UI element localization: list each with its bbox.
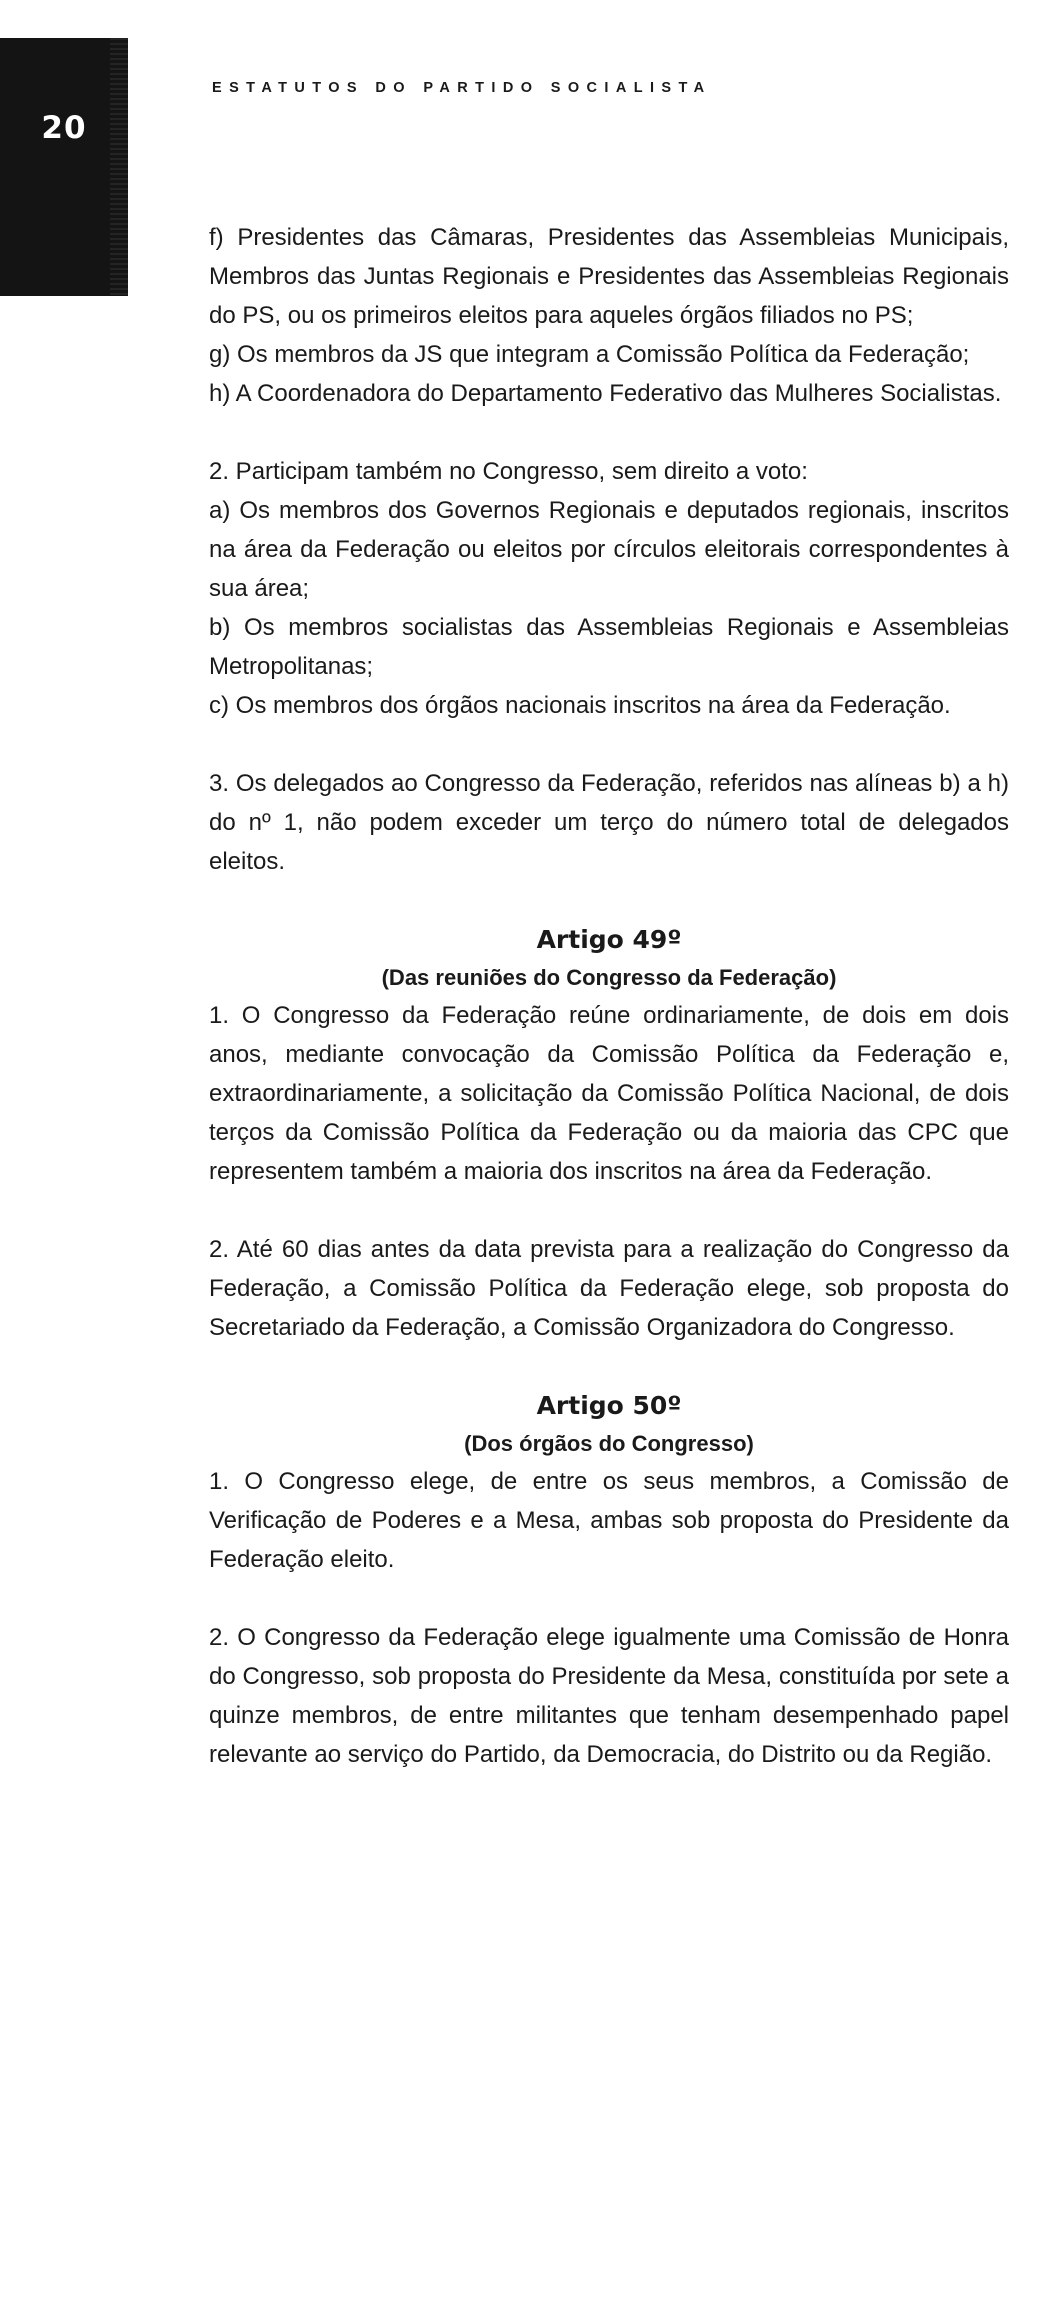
document-body bbox=[209, 218, 1009, 1774]
article-50-paragraph-1: 1. O Congresso elege, de entre os seus membros, a Comissão de Verificação de Poderes e a Mesa, ambas sob proposta do Presidente da Federação eleito. bbox=[209, 1468, 1009, 1573]
spacer bbox=[209, 881, 1009, 920]
paragraph-2b: b) Os membros socialistas das Assembleias Regionais e Assembleias Metropolitanas; bbox=[209, 614, 1009, 680]
article-50-paragraph-2: 2. O Congresso da Federação elege igualmente uma Comissão de Honra do Congresso, sob proposta do Presidente da Mesa, constituída por sete a quinze membros, de entre militantes que tenham desempenhado papel relevante ao serviço do Partido, da Democracia, do Distrito ou da Região. bbox=[209, 1624, 1009, 1768]
spacer bbox=[209, 1579, 1009, 1618]
spacer bbox=[209, 1347, 1009, 1386]
paragraph-3: 3. Os delegados ao Congresso da Federação, referidos nas alíneas b) a h) do nº 1, não podem exceder um terço do número total de delegados eleitos. bbox=[209, 770, 1009, 875]
article-50-subtitle: (Dos órgãos do Congresso) bbox=[464, 1431, 754, 1456]
page-number-tab bbox=[0, 38, 128, 296]
spacer bbox=[209, 413, 1009, 452]
paragraph-2c: c) Os membros dos órgãos nacionais inscritos na área da Federação. bbox=[209, 692, 951, 719]
paragraph-2a: a) Os membros dos Governos Regionais e deputados regionais, inscritos na área da Federação ou eleitos por círculos eleitorais correspondentes à sua área; bbox=[209, 497, 1009, 602]
running-header: ESTATUTOS DO PARTIDO SOCIALISTA bbox=[212, 80, 712, 96]
article-49-title: Artigo 49º bbox=[536, 925, 682, 954]
paragraph-f: f) Presidentes das Câmaras, Presidentes das Assembleias Municipais, Membros das Juntas Regionais e Presidentes das Assembleias Regionais do PS, ou os primeiros eleitos para aqueles órgãos filiados no PS; bbox=[209, 224, 1009, 329]
article-50-title: Artigo 50º bbox=[536, 1391, 682, 1420]
article-49-paragraph-2: 2. Até 60 dias antes da data prevista para a realização do Congresso da Federação, a Comissão Política da Federação elege, sob proposta do Secretariado da Federação, a Comissão Organizadora do Congresso. bbox=[209, 1236, 1009, 1341]
paragraph-g: g) Os membros da JS que integram a Comissão Política da Federação; bbox=[209, 341, 970, 368]
page-number: 20 bbox=[41, 110, 87, 146]
spacer bbox=[209, 1191, 1009, 1230]
paragraph-2-intro: 2. Participam também no Congresso, sem direito a voto: bbox=[209, 458, 808, 485]
article-49-subtitle: (Das reuniões do Congresso da Federação) bbox=[381, 965, 837, 990]
paragraph-h: h) A Coordenadora do Departamento Federativo das Mulheres Socialistas. bbox=[209, 380, 1002, 407]
spacer bbox=[209, 725, 1009, 764]
article-49-paragraph-1: 1. O Congresso da Federação reúne ordinariamente, de dois em dois anos, mediante convocação da Comissão Política da Federação e, extraordinariamente, a solicitação da Comissão Política Nacional, de dois terços da Comissão Política da Federação ou da maioria das CPC que representem também a maioria dos inscritos na área da Federação. bbox=[209, 1002, 1009, 1185]
